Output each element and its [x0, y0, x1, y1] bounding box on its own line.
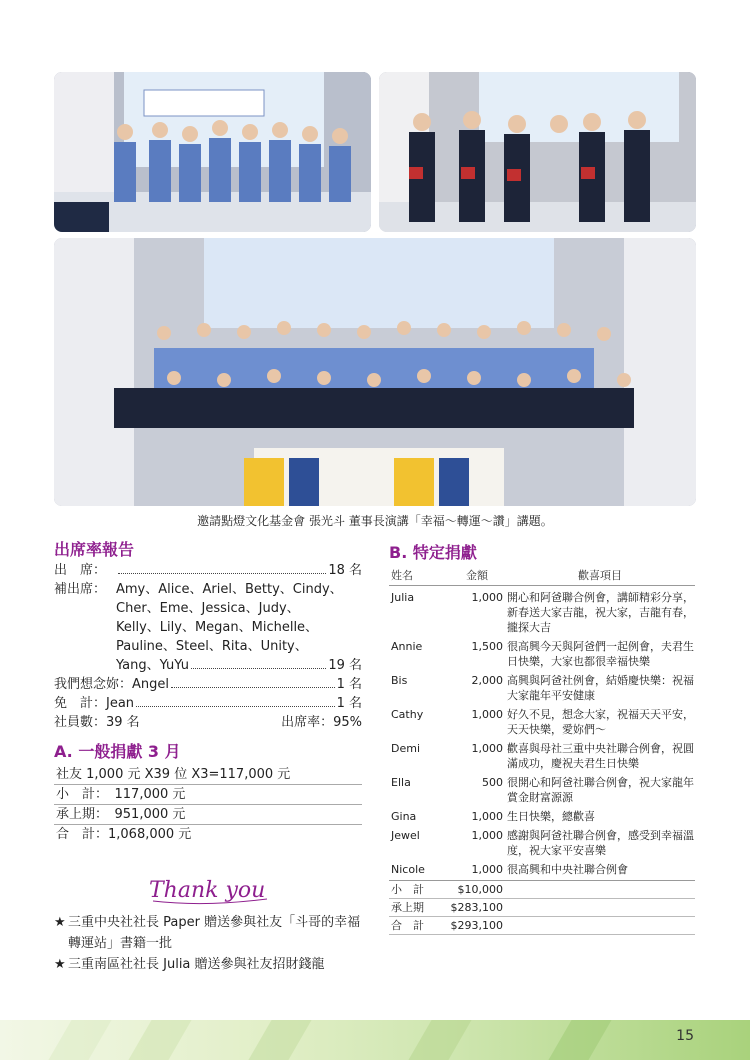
photo-caption: 邀請點燈文化基金會 張光斗 董事長演講「幸福～轉運～讚」講題。 — [197, 514, 553, 528]
donor-note: 開心和阿爸聯合例會，講師精彩分享，新春送大家吉龍，祝大家，吉龍有春，攏探大吉 — [507, 591, 694, 634]
makeup-line: Pauline、Steel、Rita、Unity、 — [116, 639, 308, 654]
attendance-present-row — [54, 561, 362, 580]
leader-dots — [136, 706, 335, 707]
donor-amount: 1,000 — [471, 708, 503, 721]
photo-group-top-left — [54, 72, 371, 232]
makeup-last: Yang、YuYu — [116, 658, 189, 673]
table-row — [389, 590, 695, 635]
table-row — [389, 673, 695, 703]
page-footer-band — [0, 1020, 750, 1060]
donor-note: 感謝與阿爸社聯合例會，感受到幸福溫度，祝大家平安喜樂 — [507, 829, 694, 857]
total-label: 小 計 — [391, 883, 424, 896]
note-text: 三重南區社社長 Julia 贈送參與社友招財錢龍 — [68, 957, 325, 972]
header-name: 姓名 — [391, 569, 413, 582]
makeup-line: Kelly、Lily、Megan、Michelle、 — [116, 620, 319, 635]
donor-name: Annie — [391, 640, 423, 653]
exempt-row — [54, 694, 362, 713]
leader-dots — [118, 573, 326, 574]
header-item: 歡喜項目 — [578, 569, 622, 582]
attendance-report — [54, 540, 362, 732]
star-icon: ★ — [54, 957, 66, 972]
makeup-line: Amy、Alice、Ariel、Betty、Cindy、 — [116, 582, 343, 597]
donation-table-body — [389, 590, 695, 877]
donor-amount: 1,000 — [471, 863, 503, 876]
donor-amount: 1,500 — [471, 640, 503, 653]
star-icon: ★ — [54, 915, 66, 930]
total-label: 承上期 — [391, 901, 424, 914]
leader-dots — [191, 668, 326, 669]
total-row — [389, 917, 695, 935]
photo-group-top-right — [379, 72, 696, 232]
table-header — [389, 567, 695, 586]
gift-notes — [54, 912, 362, 975]
donor-amount: 1,000 — [471, 591, 503, 604]
donor-note: 很高興今天與阿爸們一起例會，夫君生日快樂，大家也都很幸福快樂 — [507, 640, 694, 668]
makeup-row — [54, 580, 362, 599]
total-value: $10,000 — [457, 883, 503, 896]
note-text: 三重中央社社長 Paper 贈送參與社友「斗哥的幸福轉運站」書籍一批 — [68, 915, 361, 951]
header-amount: 金額 — [466, 569, 488, 582]
total-row — [389, 899, 695, 917]
donor-name: Ella — [391, 776, 411, 789]
makeup-value: 19 名 — [328, 658, 362, 673]
thank-you-script — [145, 873, 275, 907]
present-label: 出 席： — [54, 563, 107, 578]
page-number: 15 — [676, 1028, 694, 1044]
members-row — [54, 713, 362, 732]
donor-name: Demi — [391, 742, 421, 755]
miss-value: 1 名 — [336, 677, 362, 692]
donor-note: 很高興和中央社聯合例會 — [507, 863, 628, 876]
donor-note: 高興與阿爸社例會，結婚慶快樂：祝福大家龍年平安健康 — [507, 674, 694, 702]
donation-a-line: 承上期： 951,000 元 — [54, 805, 362, 825]
donor-note: 生日快樂，總歡喜 — [507, 810, 595, 823]
makeup-label: 補出席： — [54, 582, 107, 597]
exempt-value: 1 名 — [336, 696, 362, 711]
donation-b-title: B. 特定捐獻 — [389, 543, 477, 562]
donor-note: 很開心和阿爸社聯合例會，祝大家龍年賞金財富源源 — [507, 776, 694, 804]
donor-name: Cathy — [391, 708, 424, 721]
donor-name: Nicole — [391, 863, 425, 876]
total-row — [389, 881, 695, 899]
donation-a-line: 社友 1,000 元 X39 位 X3=117,000 元 — [54, 765, 362, 785]
present-value: 18 名 — [328, 563, 362, 578]
exempt-label: 免 計：Jean — [54, 696, 135, 711]
table-row — [389, 828, 695, 858]
makeup-line: Cher、Eme、Jessica、Judy、 — [116, 601, 300, 616]
donation-totals — [389, 880, 695, 935]
attendance-title: 出席率報告 — [54, 540, 135, 559]
table-row — [389, 862, 695, 877]
general-donation — [54, 742, 362, 844]
special-donation — [389, 540, 695, 935]
donor-amount: 2,000 — [471, 674, 503, 687]
total-value: $293,100 — [450, 919, 503, 932]
table-row — [389, 809, 695, 824]
donation-a-line: 合 計：1,068,000 元 — [56, 827, 192, 842]
note-item — [54, 912, 362, 954]
makeup-last-row — [54, 656, 362, 675]
donation-a-title: A. 一般捐獻 3 月 — [54, 742, 181, 761]
members-label: 社員數：39 名 — [54, 715, 140, 730]
donation-a-line: 小 計： 117,000 元 — [54, 785, 362, 805]
donor-name: Jewel — [391, 829, 420, 842]
table-row — [389, 741, 695, 771]
donor-amount: 1,000 — [471, 829, 503, 842]
leader-dots — [171, 687, 335, 688]
total-value: $283,100 — [450, 901, 503, 914]
note-item — [54, 954, 362, 975]
photo-group-large — [54, 238, 696, 506]
donor-name: Julia — [391, 591, 415, 604]
thank-you-text: Thank you — [149, 878, 266, 903]
donor-name: Gina — [391, 810, 417, 823]
table-row — [389, 775, 695, 805]
donor-note: 歡喜與母社三重中央社聯合例會，祝圓滿成功，慶祝夫君生日快樂 — [507, 742, 694, 770]
miss-row — [54, 675, 362, 694]
table-row — [389, 639, 695, 669]
rate-label: 出席率：95% — [281, 715, 362, 730]
donor-note: 好久不見，想念大家，祝福天天平安，天天快樂，愛妳們～ — [507, 708, 694, 736]
miss-label: 我們想念妳：Angel — [54, 677, 169, 692]
table-row — [389, 707, 695, 737]
donor-amount: 1,000 — [471, 810, 503, 823]
donor-name: Bis — [391, 674, 408, 687]
donor-amount: 500 — [482, 776, 503, 789]
donor-amount: 1,000 — [471, 742, 503, 755]
total-label: 合 計 — [391, 919, 424, 932]
